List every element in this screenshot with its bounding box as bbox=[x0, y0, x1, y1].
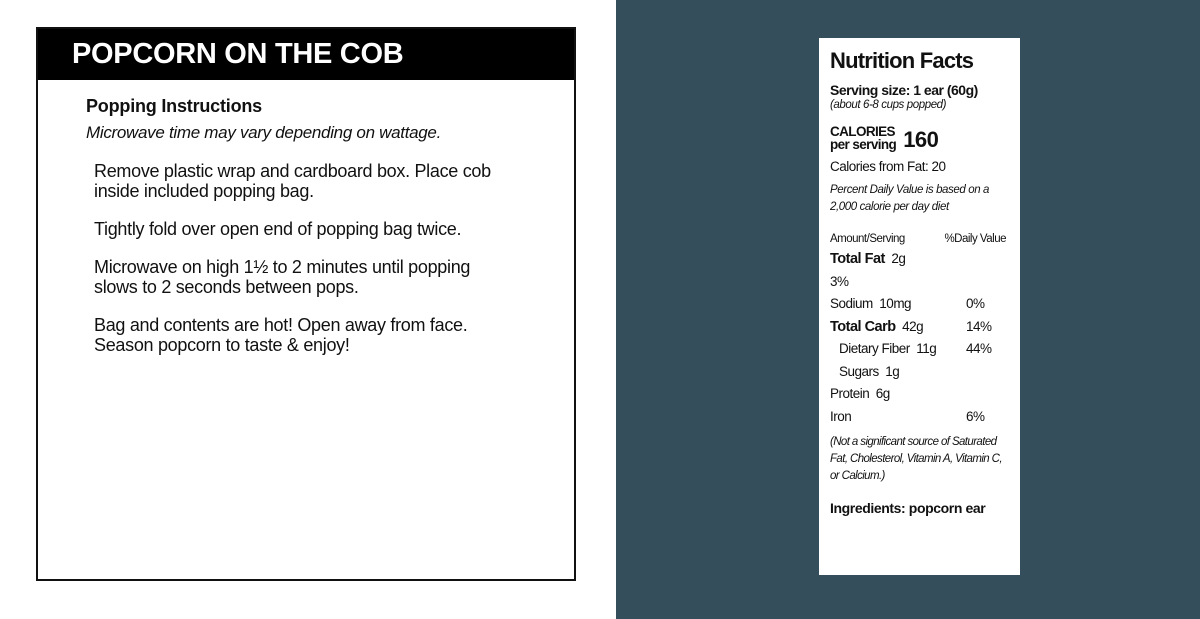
serving-note: (about 6-8 cups popped) bbox=[830, 99, 947, 111]
nutrient-percent: 6% bbox=[966, 408, 985, 424]
nutrient-percent: 3% bbox=[830, 273, 849, 289]
nutrient-amount: 10mg bbox=[879, 296, 912, 311]
nutrient-name: Total Fat bbox=[830, 251, 885, 267]
nutrient-name: Sugars bbox=[839, 363, 879, 379]
daily-value-header: %Daily Value bbox=[944, 233, 1006, 245]
instruction-steps bbox=[86, 161, 574, 355]
nutrient-row-fat-percent bbox=[830, 271, 1010, 294]
nutrient-row-protein bbox=[830, 383, 1010, 406]
nutrient-name: Iron bbox=[830, 408, 852, 424]
calories-label-line1: CALORIES bbox=[830, 124, 895, 139]
nutrient-name: Protein bbox=[830, 386, 870, 401]
instruction-step: Remove plastic wrap and cardboard box. Place cob inside included popping bag. bbox=[94, 161, 491, 201]
nutrient-row-total-carb bbox=[830, 316, 1010, 339]
nutrient-row-dietary-fiber bbox=[830, 338, 1010, 361]
nutrient-row-iron bbox=[830, 406, 1010, 429]
product-title-bar bbox=[38, 29, 574, 80]
nutrient-name: Dietary Fiber bbox=[839, 341, 910, 356]
nutrient-amount: 11g bbox=[916, 341, 937, 356]
popping-instructions-card bbox=[36, 27, 576, 581]
percent-daily-value-note: Percent Daily Value is based on a 2,000 calorie per day diet bbox=[830, 184, 989, 213]
nutrition-footnote: (Not a significant source of Saturated Fat, Cholesterol, Vitamin A, Vitamin C, or Calcium.) bbox=[830, 436, 1002, 482]
nutrient-row-sugars bbox=[830, 361, 1010, 384]
nutrient-amount: 42g bbox=[902, 318, 924, 334]
nutrient-rows bbox=[830, 248, 1010, 428]
nutrient-percent: 14% bbox=[966, 318, 992, 334]
nutrition-facts-title: Nutrition Facts bbox=[830, 48, 974, 73]
nutrient-amount: 1g bbox=[885, 363, 900, 379]
instruction-step: Microwave on high 1½ to 2 minutes until popping slows to 2 seconds between pops. bbox=[94, 257, 471, 297]
nutrient-amount: 6g bbox=[875, 386, 890, 401]
ingredients-line: Ingredients: popcorn ear bbox=[830, 500, 986, 516]
nutrient-row-total-fat bbox=[830, 248, 1010, 271]
calories-from-fat: Calories from Fat: 20 bbox=[830, 159, 946, 174]
nutrient-name: Sodium bbox=[830, 296, 873, 311]
nutrition-facts-label bbox=[819, 38, 1020, 575]
instructions-body bbox=[38, 80, 574, 355]
nutrient-name: Total Carb bbox=[830, 318, 896, 335]
instruction-step: Bag and contents are hot! Open away from face. Season popcorn to taste & enjoy! bbox=[94, 315, 468, 355]
instruction-step: Tightly fold over open end of popping bag twice. bbox=[94, 219, 462, 239]
nutrient-percent: 0% bbox=[966, 296, 985, 311]
nutrient-amount: 2g bbox=[891, 251, 906, 266]
calories-value: 160 bbox=[903, 127, 939, 152]
product-title: POPCORN ON THE COB bbox=[72, 38, 404, 70]
wattage-note: Microwave time may vary depending on wattage. bbox=[86, 123, 442, 142]
calories-label bbox=[830, 125, 896, 151]
nutrient-row-sodium bbox=[830, 293, 1010, 316]
calories-row bbox=[830, 125, 1010, 151]
amount-per-serving-header: Amount/Serving bbox=[830, 233, 905, 245]
nutrient-column-headers bbox=[830, 233, 1010, 245]
instructions-heading: Popping Instructions bbox=[86, 96, 262, 116]
nutrient-percent: 44% bbox=[966, 341, 992, 356]
calories-label-line2: per serving bbox=[830, 137, 897, 152]
serving-size: Serving size: 1 ear (60g) bbox=[830, 82, 978, 98]
